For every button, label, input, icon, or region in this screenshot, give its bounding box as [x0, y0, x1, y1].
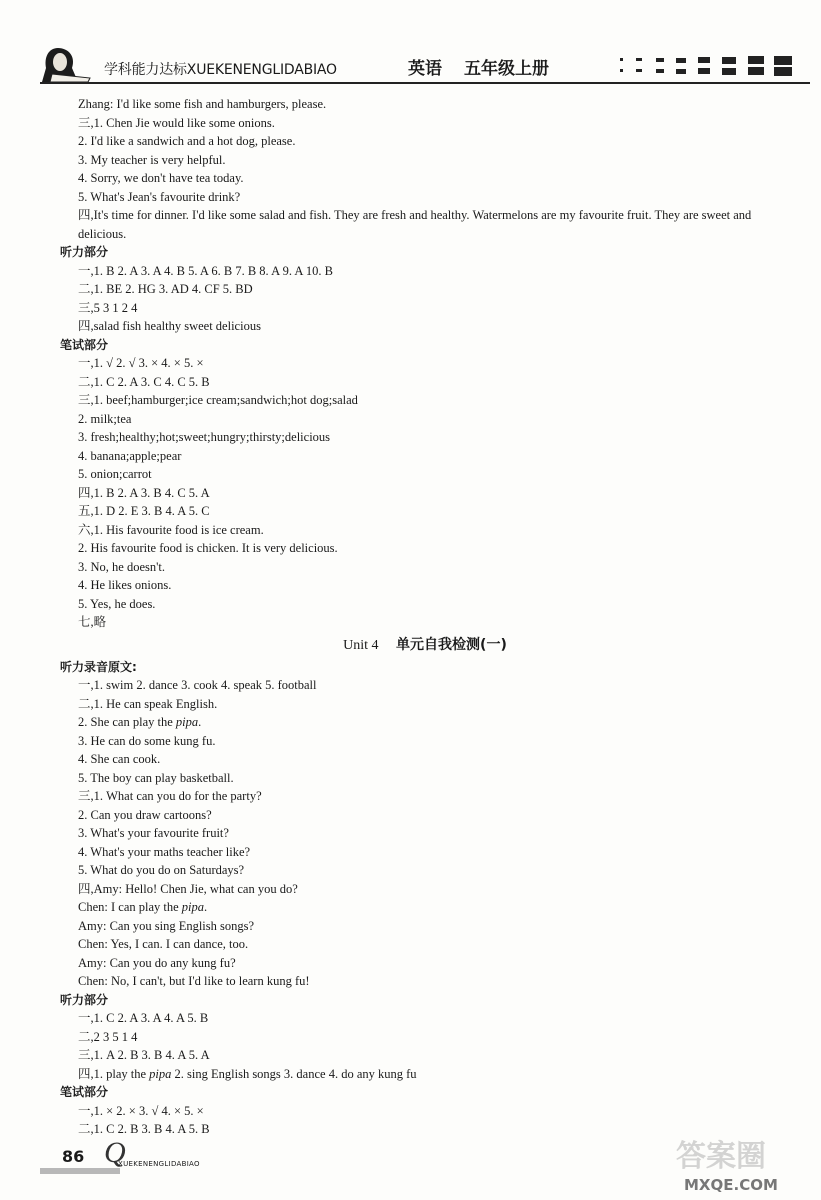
text-line: 2. Can you draw cartoons?: [78, 807, 212, 822]
text-paragraph: 四,It's time for dinner. I'd like some salad and fish. They are fresh and healthy. Watermelons are my favourite fruit. They are sweet and delicious.: [78, 208, 752, 241]
text-line: 一,1. swim 2. dance 3. cook 4. speak 5. football: [78, 678, 317, 692]
text-line: 4. banana;apple;pear: [78, 448, 182, 463]
text-line: 一,1. B 2. A 3. A 4. B 5. A 6. B 7. B 8. A 9. A 10. B: [78, 263, 333, 278]
text-line: 三,1. beef;hamburger;ice cream;sandwich;hot dog;salad: [78, 393, 358, 407]
text-line: Amy: Can you do any kung fu?: [78, 955, 236, 970]
section-heading: 听力部分: [60, 992, 109, 1007]
text-line: Chen: I can play the pipa.: [78, 900, 208, 914]
text-line: 3. What's your favourite fruit?: [78, 826, 229, 840]
text-line: 5. What's Jean's favourite drink?: [78, 189, 241, 204]
text-line: Zhang: I'd like some fish and hamburgers, please.: [78, 97, 327, 111]
page-number: 86: [62, 1147, 85, 1166]
text-line: 二,1. BE 2. HG 3. AD 4. CF 5. BD: [78, 282, 253, 296]
text-line: 二,1. He can speak English.: [78, 696, 218, 711]
text-line: 七,略: [78, 615, 107, 629]
header-rule: [40, 82, 810, 84]
unit-subtitle: 单元自我检测(一): [396, 636, 507, 653]
text-line: 3. No, he doesn't.: [78, 559, 165, 574]
text-line: 四,1. play the pipa 2. sing English songs 3. dance 4. do any kung fu: [78, 1066, 417, 1081]
text-line: 2. I'd like a sandwich and a hot dog, please.: [78, 134, 296, 148]
text-line: 二,1. C 2. A 3. C 4. C 5. B: [78, 374, 210, 389]
text-line: Amy: Can you sing English songs?: [78, 918, 255, 933]
section-heading: 笔试部分: [60, 337, 109, 352]
text-line: 二,2 3 5 1 4: [78, 1029, 138, 1044]
text-line: 2. His favourite food is chicken. It is very delicious.: [78, 541, 338, 555]
text-line: 四,Amy: Hello! Chen Jie, what can you do?: [78, 881, 298, 896]
page-header: [0, 0, 821, 92]
unit-title: [60, 634, 790, 656]
header-decorative-blocks: [616, 55, 808, 79]
text-line: 2. She can play the pipa.: [78, 715, 202, 729]
text-line: Chen: Yes, I can. I can dance, too.: [78, 937, 249, 951]
text-line: 4. Sorry, we don't have tea today.: [78, 171, 244, 185]
text-line: 4. What's your maths teacher like?: [78, 844, 251, 859]
text-line: 三,1. Chen Jie would like some onions.: [78, 115, 275, 130]
footer-q-logo: Q: [104, 1136, 126, 1169]
text-line: 5. What do you do on Saturdays?: [78, 863, 245, 877]
text-line: 5. Yes, he does.: [78, 596, 156, 611]
watermark-cn: 答案圈: [676, 1139, 766, 1174]
text-line: 三,1. What can you do for the party?: [78, 789, 262, 803]
watermark-text: MXQE.COM: [684, 1176, 778, 1194]
text-line: 一,1. × 2. × 3. √ 4. × 5. ×: [78, 1103, 204, 1118]
section-heading: 听力录音原文:: [60, 659, 137, 674]
footer-brand: XUEKENENGLIDABIAO: [118, 1160, 200, 1168]
header-grade: 五年级上册: [464, 59, 549, 79]
text-line: 五,1. D 2. E 3. B 4. A 5. C: [78, 504, 210, 518]
text-line: 四,1. B 2. A 3. B 4. C 5. A: [78, 485, 210, 500]
text-line: 四,salad fish healthy sweet delicious: [78, 319, 261, 333]
girl-reading-logo-icon: [38, 42, 96, 84]
section-heading: 听力部分: [60, 245, 109, 259]
section-heading: 笔试部分: [60, 1085, 109, 1099]
text-line: 二,1. C 2. B 3. B 4. A 5. B: [78, 1122, 210, 1136]
text-line: 一,1. C 2. A 3. A 4. A 5. B: [78, 1011, 209, 1025]
text-line: 2. milk;tea: [78, 411, 132, 426]
text-line: 三,1. A 2. B 3. B 4. A 5. A: [78, 1048, 210, 1062]
header-subject: 英语: [408, 59, 442, 79]
text-line: 3. He can do some kung fu.: [78, 733, 216, 748]
text-line: 5. onion;carrot: [78, 467, 152, 481]
text-line: 4. She can cook.: [78, 752, 161, 766]
text-line: 4. He likes onions.: [78, 578, 172, 592]
unit-title-label: Unit 4: [343, 637, 379, 653]
header-brand: 学科能力达标XUEKENENGLIDABIAO: [104, 62, 337, 78]
answer-content: [60, 95, 790, 1139]
text-line: 三,5 3 1 2 4: [78, 300, 138, 315]
text-line: 一,1. √ 2. √ 3. × 4. × 5. ×: [78, 356, 204, 370]
text-line: 3. fresh;healthy;hot;sweet;hungry;thirsty;delicious: [78, 430, 331, 444]
text-line: 5. The boy can play basketball.: [78, 770, 234, 785]
text-line: Chen: No, I can't, but I'd like to learn kung fu!: [78, 974, 310, 988]
text-line: 六,1. His favourite food is ice cream.: [78, 522, 264, 537]
text-line: 3. My teacher is very helpful.: [78, 152, 226, 167]
